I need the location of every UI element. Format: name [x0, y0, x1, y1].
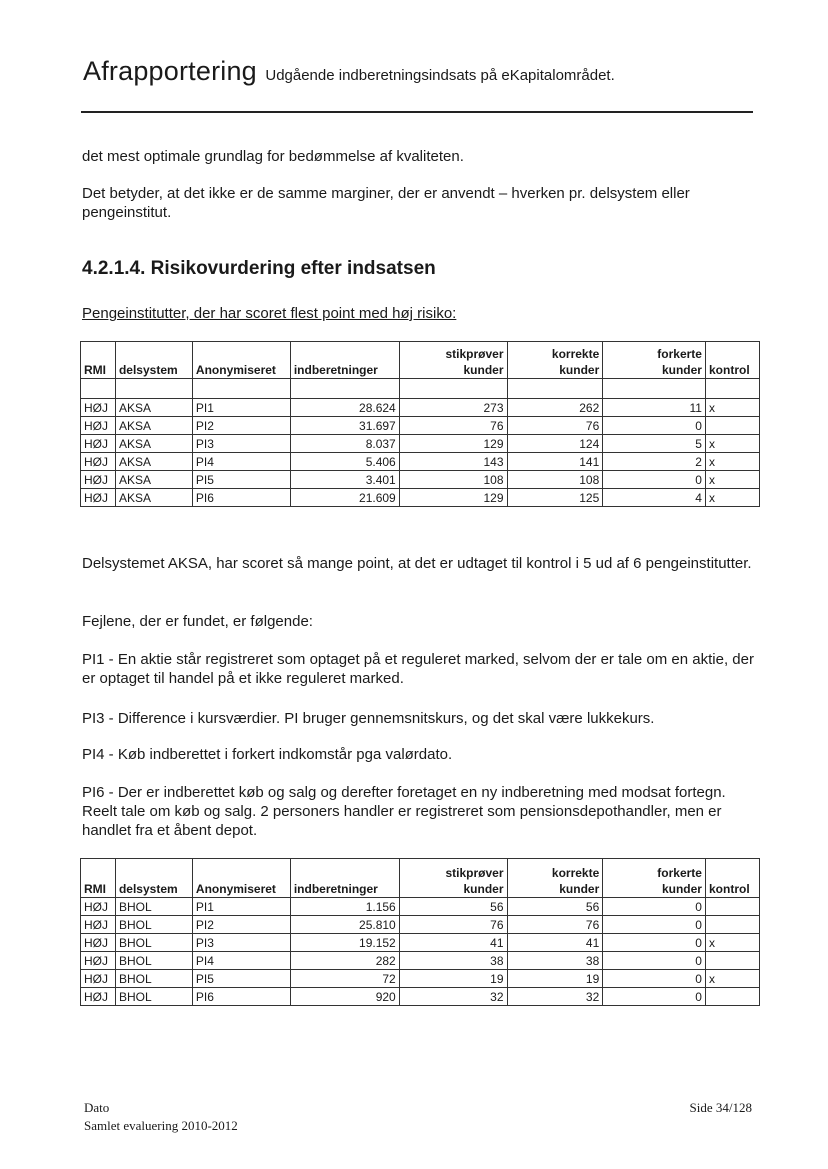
cell-kontrol: [705, 988, 759, 1006]
cell-forkerte: 0: [603, 916, 706, 934]
cell-anonymiseret: PI2: [192, 417, 290, 435]
table-row: [81, 970, 760, 988]
header-indberetninger: indberetninger: [290, 342, 399, 379]
footer-report-name: Samlet evaluering 2010-2012: [84, 1118, 238, 1133]
cell-forkerte: 0: [603, 952, 706, 970]
table-header-row: [81, 859, 760, 898]
table-row: [81, 489, 760, 507]
cell-forkerte: 2: [603, 453, 706, 471]
table-row: [81, 435, 760, 453]
cell-delsystem: BHOL: [115, 934, 192, 952]
cell-forkerte: 0: [603, 934, 706, 952]
cell-stikproever: 143: [399, 453, 507, 471]
cell-forkerte: 11: [603, 399, 706, 417]
cell-rmi: HØJ: [81, 471, 116, 489]
cell-kontrol: x: [705, 399, 759, 417]
cell-kontrol: [705, 952, 759, 970]
cell-forkerte: 0: [603, 898, 706, 916]
cell-korrekte: 19: [507, 970, 603, 988]
page-header: [83, 56, 615, 87]
cell-forkerte: 5: [603, 435, 706, 453]
table-row: [81, 417, 760, 435]
cell-anonymiseret: PI5: [192, 471, 290, 489]
cell-delsystem: BHOL: [115, 988, 192, 1006]
cell-delsystem: AKSA: [115, 417, 192, 435]
cell-indberetninger: 1.156: [290, 898, 399, 916]
header-forkerte: forkerte kunder: [603, 859, 706, 898]
cell-rmi: HØJ: [81, 417, 116, 435]
paragraph-7: PI4 - Køb indberettet i forkert indkomstår pga valørdato.: [82, 746, 453, 763]
table-row: [81, 934, 760, 952]
cell-rmi: HØJ: [81, 898, 116, 916]
paragraph-2: Det betyder, at det ikke er de samme marginer, der er anvendt – hverken pr. delsystem eller pengeinstitut.: [82, 185, 690, 221]
footer-left: [84, 1099, 238, 1135]
cell-stikproever: 41: [399, 934, 507, 952]
cell-forkerte: 0: [603, 417, 706, 435]
header-rule: [81, 111, 753, 113]
cell-kontrol: x: [705, 471, 759, 489]
table-row: [81, 898, 760, 916]
cell-rmi: HØJ: [81, 970, 116, 988]
cell-rmi: HØJ: [81, 934, 116, 952]
cell-kontrol: [705, 916, 759, 934]
cell-indberetninger: 72: [290, 970, 399, 988]
cell-rmi: HØJ: [81, 399, 116, 417]
cell-stikproever: 129: [399, 435, 507, 453]
cell-delsystem: BHOL: [115, 952, 192, 970]
cell-indberetninger: 920: [290, 988, 399, 1006]
cell-indberetninger: 31.697: [290, 417, 399, 435]
cell-stikproever: 129: [399, 489, 507, 507]
cell-kontrol: [705, 417, 759, 435]
cell-indberetninger: 28.624: [290, 399, 399, 417]
cell-korrekte: 141: [507, 453, 603, 471]
cell-rmi: HØJ: [81, 489, 116, 507]
header-rmi: RMI: [81, 859, 116, 898]
risk-table-aksa: [80, 341, 760, 507]
cell-korrekte: 38: [507, 952, 603, 970]
cell-korrekte: 262: [507, 399, 603, 417]
header-korrekte: korrekte kunder: [507, 342, 603, 379]
cell-rmi: HØJ: [81, 453, 116, 471]
cell-anonymiseret: PI3: [192, 435, 290, 453]
paragraph-4: Fejlene, der er fundet, er følgende:: [82, 613, 313, 630]
header-kontrol: kontrol: [705, 859, 759, 898]
cell-anonymiseret: PI1: [192, 898, 290, 916]
header-stikproever: stikprøver kunder: [399, 859, 507, 898]
paragraph-3: Delsystemet AKSA, har scoret så mange point, at det er udtaget til kontrol i 5 ud af 6 pengeinstitutter.: [82, 555, 752, 572]
header-indberetninger: indberetninger: [290, 859, 399, 898]
cell-delsystem: AKSA: [115, 399, 192, 417]
cell-kontrol: [705, 898, 759, 916]
cell-indberetninger: 3.401: [290, 471, 399, 489]
cell-stikproever: 76: [399, 916, 507, 934]
cell-anonymiseret: PI2: [192, 916, 290, 934]
cell-indberetninger: 5.406: [290, 453, 399, 471]
paragraph-1: det mest optimale grundlag for bedømmelse af kvaliteten.: [82, 148, 464, 165]
cell-korrekte: 125: [507, 489, 603, 507]
section-heading: 4.2.1.4. Risikovurdering efter indsatsen: [82, 258, 436, 279]
table-row: [81, 952, 760, 970]
cell-delsystem: AKSA: [115, 435, 192, 453]
cell-stikproever: 76: [399, 417, 507, 435]
cell-stikproever: 56: [399, 898, 507, 916]
header-title: Afrapportering: [83, 56, 257, 86]
header-kontrol: kontrol: [705, 342, 759, 379]
paragraph-8: PI6 - Der er indberettet køb og salg og derefter foretaget en ny indberetning med modsat fortegn. Reelt tale om køb og salg. 2 personers handler er registreret som pensionsdepothandler, men er handlet fra et åbent depot.: [82, 784, 726, 839]
cell-korrekte: 76: [507, 916, 603, 934]
header-rmi: RMI: [81, 342, 116, 379]
cell-forkerte: 0: [603, 471, 706, 489]
cell-kontrol: x: [705, 970, 759, 988]
header-anonymiseret: Anonymiseret: [192, 859, 290, 898]
table-row: [81, 988, 760, 1006]
cell-korrekte: 76: [507, 417, 603, 435]
cell-rmi: HØJ: [81, 916, 116, 934]
table-spacer-row: [81, 379, 760, 399]
paragraph-5: PI1 - En aktie står registreret som optaget på et reguleret marked, selvom der er tale om en aktie, der er optaget til handel på et ikke reguleret marked.: [82, 651, 754, 687]
cell-kontrol: x: [705, 435, 759, 453]
header-delsystem: delsystem: [115, 859, 192, 898]
cell-anonymiseret: PI6: [192, 988, 290, 1006]
cell-kontrol: x: [705, 453, 759, 471]
footer-dato: Dato: [84, 1100, 110, 1115]
header-forkerte: forkerte kunder: [603, 342, 706, 379]
header-delsystem: delsystem: [115, 342, 192, 379]
cell-forkerte: 0: [603, 988, 706, 1006]
cell-stikproever: 108: [399, 471, 507, 489]
header-subtitle: Udgående indberetningsindsats på eKapitalområdet.: [265, 67, 615, 84]
cell-anonymiseret: PI4: [192, 952, 290, 970]
cell-kontrol: x: [705, 934, 759, 952]
header-anonymiseret: Anonymiseret: [192, 342, 290, 379]
cell-delsystem: BHOL: [115, 898, 192, 916]
cell-forkerte: 4: [603, 489, 706, 507]
cell-kontrol: x: [705, 489, 759, 507]
table-row: [81, 453, 760, 471]
cell-anonymiseret: PI3: [192, 934, 290, 952]
underlined-caption: Pengeinstitutter, der har scoret flest point med høj risiko:: [82, 305, 457, 322]
cell-indberetninger: 19.152: [290, 934, 399, 952]
header-korrekte: korrekte kunder: [507, 859, 603, 898]
cell-korrekte: 32: [507, 988, 603, 1006]
risk-table-bhol: [80, 858, 760, 1006]
cell-delsystem: AKSA: [115, 453, 192, 471]
table-row: [81, 916, 760, 934]
cell-anonymiseret: PI4: [192, 453, 290, 471]
table-header-row: [81, 342, 760, 379]
cell-anonymiseret: PI6: [192, 489, 290, 507]
table-row: [81, 471, 760, 489]
header-stikproever: stikprøver kunder: [399, 342, 507, 379]
cell-stikproever: 273: [399, 399, 507, 417]
cell-stikproever: 19: [399, 970, 507, 988]
cell-rmi: HØJ: [81, 988, 116, 1006]
cell-indberetninger: 21.609: [290, 489, 399, 507]
cell-delsystem: BHOL: [115, 970, 192, 988]
paragraph-6: PI3 - Difference i kursværdier. PI bruger gennemsnitskurs, og det skal være lukkekurs.: [82, 710, 655, 727]
cell-korrekte: 124: [507, 435, 603, 453]
cell-delsystem: BHOL: [115, 916, 192, 934]
cell-korrekte: 108: [507, 471, 603, 489]
cell-delsystem: AKSA: [115, 489, 192, 507]
cell-rmi: HØJ: [81, 435, 116, 453]
cell-forkerte: 0: [603, 970, 706, 988]
cell-korrekte: 56: [507, 898, 603, 916]
table-row: [81, 399, 760, 417]
cell-rmi: HØJ: [81, 952, 116, 970]
cell-indberetninger: 8.037: [290, 435, 399, 453]
cell-stikproever: 38: [399, 952, 507, 970]
cell-indberetninger: 25.810: [290, 916, 399, 934]
cell-delsystem: AKSA: [115, 471, 192, 489]
cell-indberetninger: 282: [290, 952, 399, 970]
cell-anonymiseret: PI1: [192, 399, 290, 417]
cell-korrekte: 41: [507, 934, 603, 952]
cell-stikproever: 32: [399, 988, 507, 1006]
cell-anonymiseret: PI5: [192, 970, 290, 988]
footer-page-number: Side 34/128: [689, 1100, 752, 1115]
